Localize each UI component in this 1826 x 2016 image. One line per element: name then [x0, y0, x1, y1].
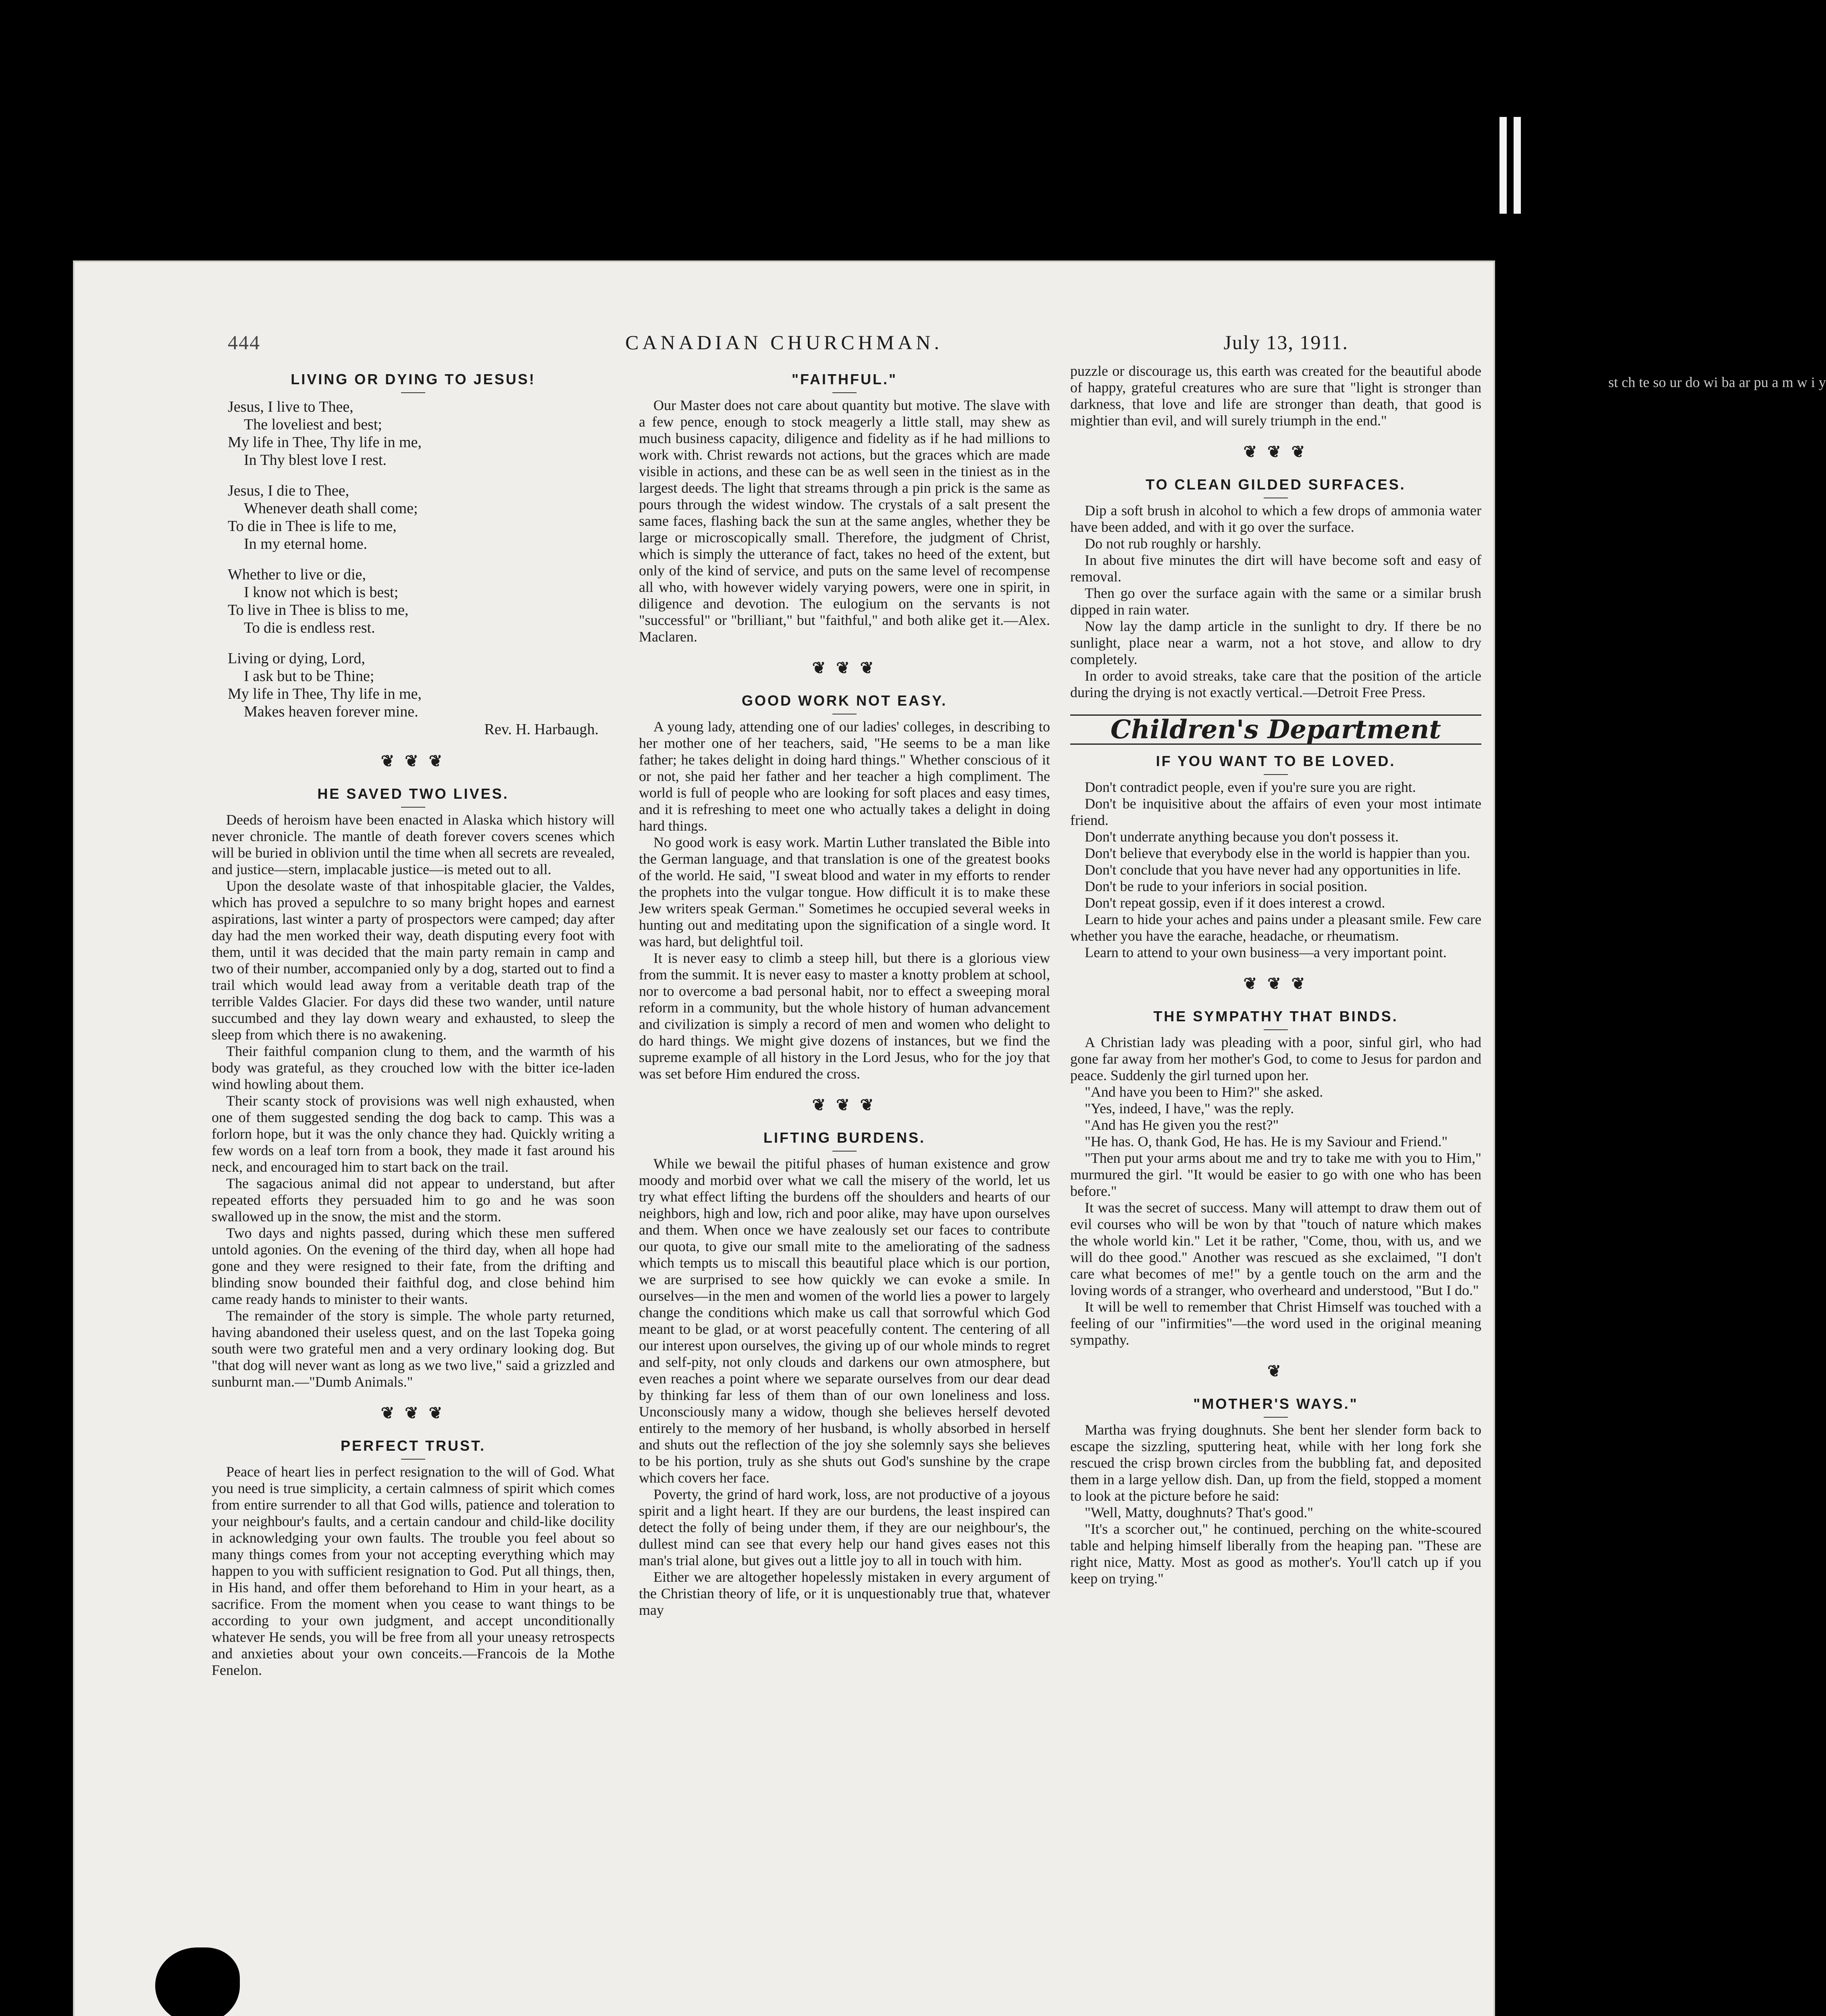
poem-line: My life in Thee, Thy life in me, — [228, 434, 422, 451]
poem-line: The loveliest and best; — [244, 416, 382, 433]
poem-line: In my eternal home. — [244, 535, 368, 552]
film-mark — [1514, 117, 1521, 214]
article-title: HE SAVED TWO LIVES. — [212, 785, 615, 808]
paragraph: "And have you been to Him?" she asked. — [1085, 1084, 1323, 1100]
journal-title: CANADIAN CHURCHMAN. — [625, 331, 943, 354]
paragraph: It is never easy to climb a steep hill, but there is a glorious view from the summit. It is never easy to master a knotty problem at school, nor to overcome a bad personal habit, nor to effect a sweeping moral reform in a community, but the whole history of human advancement and civilization is simply a record of men and women who delight to do hard things. We might give dozens of instances, but we find the supreme example of all history in the Lord Jesus, who for the joy that was set before Him endured the cross. — [639, 950, 1050, 1082]
paragraph: In about five minutes the dirt will have become soft and easy of removal. — [1070, 552, 1481, 585]
paragraph: Peace of heart lies in perfect resignation to the will of God. What you need is true simplicity, a certain calmness of spirit which comes from entire surrender to all that God wills, patience and toleration to your neighbour's faults, and a certain candour and child-like docility in acknowledging your own faults. The trouble you feel about so many things comes from your not accepting everything which may happen to you with sufficient resignation to God. Put all things, then, in His hand, and offer them beforehand to Him in your heart, as a sacrifice. From the moment when you cease to want things to be according to your own judgment, and accept unconditionally whatever He sends, you will be free from all your uneasy retrospects and anxieties about your own conceits.—Francois de la Mothe Fenelon. — [212, 1464, 615, 1678]
paragraph: puzzle or discourage us, this earth was created for the beautiful abode of happy, grateful creatures who are sure that "light is stronger than darkness, that love and life are stronger than death, that good is mightier than evil, and will surely triumph in the end." — [1070, 363, 1481, 429]
article-title: GOOD WORK NOT EASY. — [639, 692, 1050, 714]
poem-line: Jesus, I die to Thee, — [228, 482, 349, 499]
paragraph: Their scanty stock of provisions was well nigh exhausted, when one of them suggested sending the dog back to camp. This was a forlorn hope, but it was the only chance they had. Quickly writing a few words on a leaf torn from a book, they made it fast around his neck, and encouraged him to start back on the trail. — [212, 1093, 615, 1175]
newspaper-page — [75, 262, 1493, 2016]
paragraph: Don't believe that everybody else in the world is happier than you. — [1085, 845, 1470, 861]
film-mark — [1499, 117, 1507, 214]
paragraph: Dip a soft brush in alcohol to which a few drops of ammonia water have been added, and with it go over the surface. — [1070, 502, 1481, 535]
section-ornament: ❦ ❦ ❦ — [1243, 443, 1308, 461]
paragraph: "And has He given you the rest?" — [1085, 1117, 1279, 1133]
paragraph: The remainder of the story is simple. The whole party returned, having abandoned their useless quest, and on the last Topeka going south were two grateful men and a very ordinary looking dog. But "that dog will never want as long as we two live," said a grizzled and sunburnt man.—"Dumb Animals." — [212, 1308, 615, 1390]
article-title: TO CLEAN GILDED SURFACES. — [1070, 476, 1481, 498]
paragraph: Don't underrate anything because you don't possess it. — [1085, 829, 1399, 845]
poem-line: I know not which is best; — [244, 584, 399, 601]
paragraph: The sagacious animal did not appear to understand, but after repeated efforts they persuaded him to go and he was soon swallowed up in the snow, the mist and the storm. — [212, 1175, 615, 1225]
page-header — [75, 331, 1493, 359]
paragraph: It was the secret of success. Many will attempt to draw them out of evil courses who will be won by that "touch of nature which makes the whole world kin." Let it be rather, "Come, thou, with us, and we will do thee good." Another was rescued as she exclaimed, "I don't care what becomes of me!" by a gentle touch on the arm and the loving words of a stranger, who overheard and understood, "But I do." — [1070, 1200, 1481, 1298]
paragraph: While we bewail the pitiful phases of human existence and grow moody and morbid over what we call the misery of the world, let us try what effect lifting the burdens off the shoulders and hearts of our neighbors, high and low, rich and poor alike, may have upon ourselves and them. When once we have zealously set our faces to contribute our quota, to give our small mite to the ameliorating of the sadness which tempts us to miscall this beautiful place which is our portion, we are surprised to see how quickly we can evoke a smile. In ourselves—in the men and women of the world lies a power to largely change the conditions which make us call that sorrowful which God meant to be glad, or at worst peacefully content. The centering of all our interest upon ourselves, the giving up of our whole minds to regret and self-pity, not only clouds and darkens our own atmosphere, but even reaches a point where we separate ourselves from our dear dead by thinking far less of them than of our own loneliness and loss. Unconsciously many a widow, though she believes herself devoted entirely to the memory of her husband, is wholly absorbed in herself and shuts out the reflection of the joy she solemnly says she believes to be his portion, truly as she shuts out God's sunshine by the crape which covers her face. — [639, 1156, 1050, 1486]
poem-line: I ask but to be Thine; — [244, 668, 374, 685]
section-ornament: ❦ ❦ ❦ — [1243, 975, 1308, 993]
poem-stanza — [228, 566, 615, 637]
poem-line: To die is endless rest. — [244, 619, 375, 636]
column-2 — [639, 363, 1050, 1618]
article-title: PERFECT TRUST. — [212, 1437, 615, 1460]
page-number: 444 — [228, 331, 260, 354]
paragraph: "Yes, indeed, I have," was the reply. — [1085, 1100, 1294, 1116]
paragraph: Either we are altogether hopelessly mistaken in every argument of the Christian theory of life, or it is unquestionably true that, whatever may — [639, 1569, 1050, 1618]
poem-line: Makes heaven forever mine. — [244, 703, 418, 720]
paragraph: A Christian lady was pleading with a poor, sinful girl, who had gone far away from her mother's God, to come to Jesus for pardon and peace. Suddenly the girl turned upon her. — [1070, 1034, 1481, 1083]
section-ornament: ❦ ❦ ❦ — [381, 752, 446, 770]
poem-line: In Thy blest love I rest. — [244, 452, 387, 469]
column-3 — [1070, 363, 1481, 1587]
paragraph: Learn to attend to your own business—a very important point. — [1085, 944, 1447, 960]
paragraph: Poverty, the grind of hard work, loss, are not productive of a joyous spirit and a light heart. If they are our burdens, the least inspired can detect the folly of being under them, if they are our neighbour's, the dullest mind can see that every help our hand gives eases not this man's trial alone, but gives out a little joy to all in touch with him. — [639, 1486, 1050, 1568]
page-crease-shadow — [155, 1947, 240, 2016]
paragraph: It will be well to remember that Christ Himself was touched with a feeling of our "infirmities"—the word used in the original meaning sympathy. — [1070, 1299, 1481, 1348]
paragraph: "Then put your arms about me and try to take me with you to Him," murmured the girl. "It would be easier to go with one who has been before." — [1070, 1150, 1481, 1199]
paragraph: Upon the desolate waste of that inhospitable glacier, the Valdes, which has proved a sepulchre to so many bright hopes and earnest aspirations, last winter a party of prospectors were camped; day after day had the men worked their way, death disputing every foot with them, until it was decided that the main party remain in camp and two of their number, accompanied only by a dog, started out to find a trail which would lead away from a veritable death trap of the terrible Valdes Glacier. For days did these two wander, until nature succumbed and they lay down weary and exhausted, to sleep the sleep from which there is no awakening. — [212, 878, 615, 1043]
paragraph: Don't be inquisitive about the affairs of even your most intimate friend. — [1070, 796, 1481, 828]
paragraph: Do not rub roughly or harshly. — [1085, 535, 1261, 552]
paragraph: Our Master does not care about quantity but motive. The slave with a few pence, enough to stock meagerly a little stall, may shew as much business capacity, diligence and fidelity as if he had millions to work with. Christ rewards not actions, but the graces which are made visible in actions, and these can be as well seen in the tiniest as in the largest deeds. The light that streams through a pin prick is the same as pours through the widest window. The crystals of a salt present the same faces, flashing back the sun at the same angles, whether they be large or microscopically small. Therefore, the judgment of Christ, which is simply the utterance of fact, takes no heed of the extent, but only of the kind of service, and puts on the same level of recompense all who, with however widely varying powers, were one in spirit, in diligence and devotion. The eulogium on the servants is not "successful" or "brilliant," but "faithful," and both alike get it.—Alex. Maclaren. — [639, 397, 1050, 645]
paragraph: In order to avoid streaks, take care that the position of the article during the drying is not exactly vertical.—Detroit Free Press. — [1070, 668, 1481, 700]
adjacent-page-edge: st ch te so ur do wi ba ar pu a m w i y — [1608, 374, 1826, 390]
poem-line: Whenever death shall come; — [244, 500, 418, 517]
poem-stanza — [228, 650, 615, 738]
section-ornament: ❦ ❦ ❦ — [812, 1096, 877, 1114]
section-banner: Children's Department — [1070, 714, 1481, 745]
section-ornament: ❦ — [1267, 1362, 1284, 1380]
paragraph: Deeds of heroism have been enacted in Alaska which history will never chronicle. The mantle of death forever covers scenes which will be buried in oblivion until the time when all secrets are revealed, and justice—stern, implacable justice—is meted out to all. — [212, 812, 615, 877]
poem-stanza — [228, 398, 615, 469]
paragraph: Their faithful companion clung to them, and the warmth of his body was grateful, as they crouched low with the bitter ice-laden wind howling about them. — [212, 1043, 615, 1092]
poem-line: To live in Thee is bliss to me, — [228, 602, 409, 619]
article-title: THE SYMPATHY THAT BINDS. — [1070, 1008, 1481, 1030]
paragraph: No good work is easy work. Martin Luther translated the Bible into the German language, and that translation is one of the greatest books of the world. He said, "I sweat blood and water in my efforts to render the prophets into the vulgar tongue. How difficult it is to make these Jew writers speak German." Sometimes he occupied several weeks in hunting out and meditating upon the signification of a single word. It was hard, but delightful toil. — [639, 834, 1050, 950]
paragraph: Don't be rude to your inferiors in social position. — [1085, 878, 1368, 894]
paragraph: Then go over the surface again with the same or a similar brush dipped in rain water. — [1070, 585, 1481, 618]
paragraph: "He has. O, thank God, He has. He is my Saviour and Friend." — [1085, 1133, 1448, 1150]
paragraph: Two days and nights passed, during which these men suffered untold agonies. On the evening of the third day, when all hope had gone and they were resigned to their fate, from the drifting and blinding snow bounded their faithful dog, and close behind him came ready hands to minister to their wants. — [212, 1225, 615, 1307]
paragraph: "Well, Matty, doughnuts? That's good." — [1085, 1504, 1313, 1520]
poem-stanza — [228, 482, 615, 553]
article-title: LIVING OR DYING TO JESUS! — [212, 371, 615, 393]
issue-date: July 13, 1911. — [1223, 331, 1348, 354]
paragraph: "It's a scorcher out," he continued, perching on the white-scoured table and helping himself liberally from the heaping pan. "These are right nice, Matty. Most as good as mother's. You'll catch up if you keep on trying." — [1070, 1521, 1481, 1587]
column-1 — [212, 363, 615, 1679]
poem-line: Whether to live or die, — [228, 566, 366, 583]
article-title: IF YOU WANT TO BE LOVED. — [1070, 753, 1481, 775]
article-title: LIFTING BURDENS. — [639, 1129, 1050, 1152]
poem-line: My life in Thee, Thy life in me, — [228, 685, 422, 702]
paragraph: Don't conclude that you have never had any opportunities in life. — [1085, 862, 1461, 878]
article-title: "MOTHER'S WAYS." — [1070, 1395, 1481, 1418]
paragraph: A young lady, attending one of our ladies' colleges, in describing to her mother one of her teachers, said, "He seems to be a man like father; he takes delight in doing hard things." Whether conscious of it or not, she paid her father and her teacher a high compliment. The world is full of people who are looking for soft places and easy times, and it is refreshing to meet one who actually takes a delight in doing hard things. — [639, 719, 1050, 834]
poem-author: Rev. H. Harbaugh. — [484, 721, 599, 738]
poem — [228, 398, 615, 738]
paragraph: Don't repeat gossip, even if it does interest a crowd. — [1085, 895, 1385, 911]
paragraph: Learn to hide your aches and pains under a pleasant smile. Few care whether you have the earache, headache, or rheumatism. — [1070, 911, 1481, 944]
paragraph: Don't contradict people, even if you're sure you are right. — [1085, 779, 1416, 795]
section-ornament: ❦ ❦ ❦ — [812, 659, 877, 677]
article-title: "FAITHFUL." — [639, 371, 1050, 393]
poem-line: To die in Thee is life to me, — [228, 518, 397, 535]
paragraph: Martha was frying doughnuts. She bent her slender form back to escape the sizzling, sputtering heat, while with her long fork she rescued the crisp brown circles from the bubbling fat, and deposited them in a large yellow dish. Dan, up from the field, stopped a moment to look at the picture before he said: — [1070, 1422, 1481, 1504]
poem-line: Jesus, I live to Thee, — [228, 398, 354, 415]
poem-line: Living or dying, Lord, — [228, 650, 365, 667]
section-ornament: ❦ ❦ ❦ — [381, 1404, 446, 1422]
paragraph: Now lay the damp article in the sunlight to dry. If there be no sunlight, place near a warm, not a hot stove, and allow to dry completely. — [1070, 618, 1481, 667]
